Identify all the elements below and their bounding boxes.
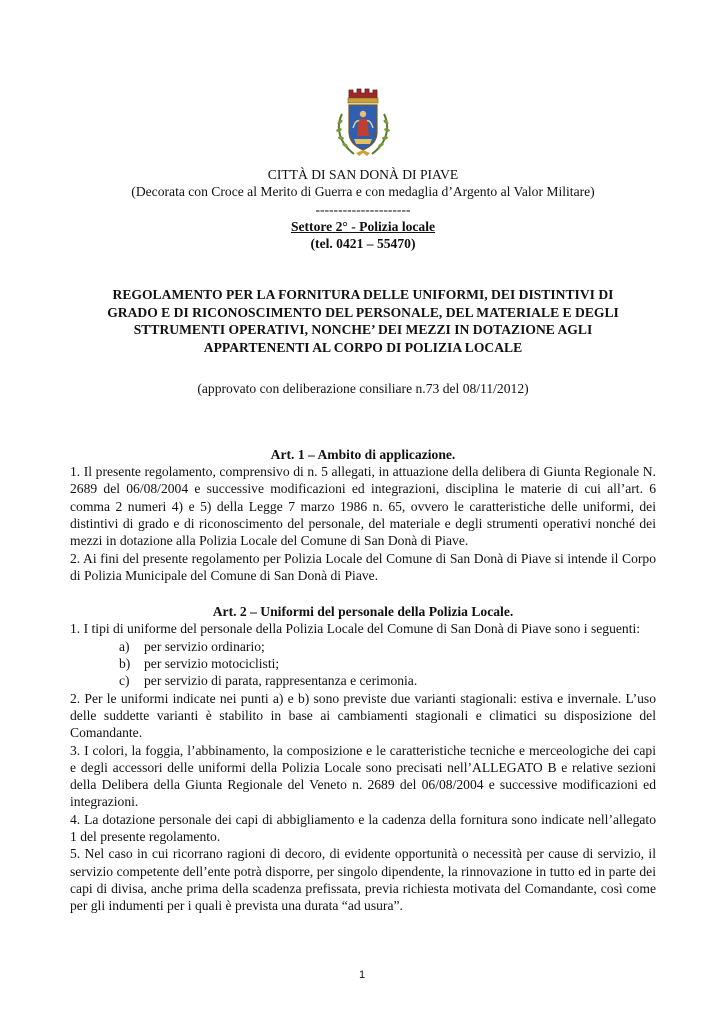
list-item-text: per servizio motociclisti; bbox=[144, 656, 280, 672]
title-line: GRADO E DI RICONOSCIMENTO DEL PERSONALE, DEL MATERIALE E DEGLI bbox=[107, 304, 619, 320]
article-1-paragraph-2: 2. Ai fini del presente regolamento per Polizia Locale del Comune di San Donà di Piave si intende il Corpo di Polizia Municipale del Comune di San Donà di Piave. bbox=[70, 550, 656, 583]
list-item bbox=[70, 655, 656, 672]
approval-note: (approvato con deliberazione consiliare n.73 del 08/11/2012) bbox=[197, 381, 529, 397]
city-decoration: (Decorata con Croce al Merito di Guerra e con medaglia d’Argento al Valor Militare) bbox=[131, 184, 595, 200]
header-separator: --------------------- bbox=[315, 201, 411, 217]
city-name: CITTÀ DI SAN DONÀ DI PIAVE bbox=[267, 167, 459, 182]
article-2-heading: Art. 2 – Uniformi del personale della Polizia Locale. bbox=[212, 604, 514, 620]
article-2-paragraph-3: 3. I colori, la foggia, l’abbinamento, la composizione e le caratteristiche tecniche e merceologiche dei capi e degli accessori delle uniformi della Polizia Locale sono precisati nell’ALLEGATO B e relative sezioni della Delibera della Giunta Regionale del Veneto n. 2689 del 06/08/2004 e successive modificazioni ed integrazioni. bbox=[70, 742, 656, 810]
title-line: REGOLAMENTO PER LA FORNITURA DELLE UNIFORMI, DEI DISTINTIVI DI bbox=[112, 287, 614, 303]
article-2-paragraph-1: 1. I tipi di uniforme del personale della Polizia Locale del Comune di San Donà di Piave sono i seguenti: bbox=[70, 621, 641, 637]
list-item bbox=[70, 672, 656, 689]
page-number: 1 bbox=[358, 969, 366, 981]
city-coat-of-arms bbox=[332, 84, 394, 162]
list-item-text: per servizio ordinario; bbox=[144, 638, 265, 654]
list-item bbox=[70, 638, 656, 655]
list-item-key: c) bbox=[119, 673, 130, 689]
list-item-key: a) bbox=[119, 638, 130, 654]
document-page bbox=[70, 84, 656, 915]
list-item-key: b) bbox=[119, 656, 131, 672]
article-1-paragraph-1: 1. Il presente regolamento, comprensivo di n. 5 allegati, in attuazione della delibera di Giunta Regionale N. 2689 del 06/08/2004 e successive modificazioni ed integrazioni, disciplina le materie di cui all’art. 6 comma 2 numeri 4) e 5) della Legge 7 marzo 1986 n. 65, ovvero le caratteristiche delle uniformi, dei distintivi di grado e di riconoscimento del personale, del materiale e degli strumenti operativi nonché dei mezzi in dotazione alla Polizia Locale del Comune di San Donà di Piave. bbox=[70, 464, 656, 549]
article-2-paragraph-4: 4. La dotazione personale dei capi di abbigliamento e la cadenza della fornitura sono indicate nell’allegato 1 del presente regolamento. bbox=[70, 811, 656, 845]
list-item-text: per servizio di parata, rappresentanza e cerimonia. bbox=[144, 673, 418, 689]
regulation-title bbox=[70, 286, 656, 356]
sector-phone: (tel. 0421 – 55470) bbox=[310, 236, 416, 252]
uniform-types-list bbox=[70, 638, 656, 690]
title-line: STTRUMENTI OPERATIVI, NONCHE’ DEI MEZZI IN DOTAZIONE AGLI bbox=[133, 322, 593, 338]
article-2-paragraph-5: 5. Nel caso in cui ricorrano ragioni di decoro, di evidente opportunità o necessità per cause di servizio, il servizio competente dell’ente potrà disporre, per singolo dipendente, la rinnovazione in tutto ed in parte dei capi di divisa, anche prima della scadenza prefissata, previa richiesta motivata del Comandante, così come per gli indumenti per i quali è prevista una durata “ad usura”. bbox=[70, 846, 656, 914]
article-2-paragraph-2: 2. Per le uniformi indicate nei punti a) e b) sono previste due varianti stagionali: estiva e invernale. L’uso delle suddette varianti è stabilito in base ai cambiamenti stagionali e climatici su disposizione del Comandante. bbox=[70, 690, 656, 741]
sector-name: Settore 2° - Polizia locale bbox=[290, 218, 436, 234]
article-1-heading: Art. 1 – Ambito di applicazione. bbox=[270, 446, 456, 462]
title-line: APPARTENENTI AL CORPO DI POLIZIA LOCALE bbox=[203, 339, 523, 355]
